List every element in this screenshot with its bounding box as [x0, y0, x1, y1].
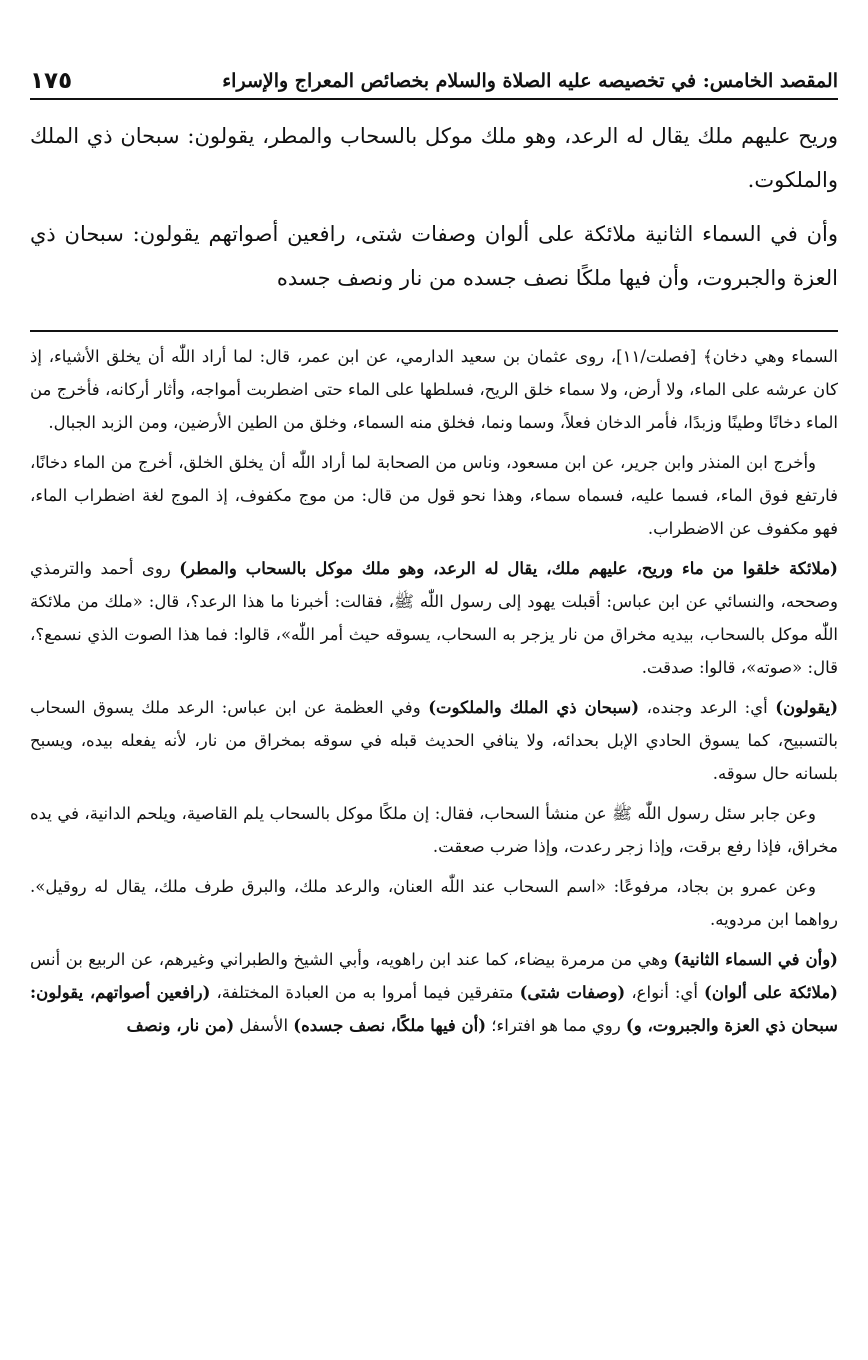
commentary-text: أي: الرعد وجنده،: [639, 698, 776, 717]
quoted-matn: (يقولون): [775, 698, 838, 717]
commentary: [30, 340, 838, 1049]
quoted-matn: (وأن في السماء الثانية): [673, 950, 838, 969]
main-paragraph: وأن في السماء الثانية ملائكة على ألوان وصفات شتى، رافعين أصواتهم يقولون: سبحان ذي العزة والجبروت، وأن فيها ملكًا نصف جسده من نار ونصف جسده: [30, 222, 838, 290]
quoted-matn: (من نار، ونصف: [126, 1016, 235, 1035]
commentary-paragraph: وعن عمرو بن بجاد، مرفوعًا: «اسم السحاب عند اللّٰه العنان، والرعد ملك، والبرق طرف ملك، يقال له روقيل». رواهما ابن مردويه.: [30, 877, 838, 929]
quoted-matn: (ملائكة على ألوان): [704, 983, 838, 1002]
quoted-matn: (رافعين أصواتهم، يقولون: سبحان ذي العزة والجبروت، و): [30, 983, 838, 1035]
quoted-matn: (أن فيها ملكًا، نصف جسده): [293, 1016, 487, 1035]
footnote-divider: [30, 330, 838, 332]
commentary-paragraph: وأخرج ابن المنذر وابن جرير، عن ابن مسعود، وناس من الصحابة لما أراد اللّٰه أن يخلق الخلق، أخرج من الماء دخانًا، فارتفع فوق الماء، فسما عليه، فسماه سماء، وهذا نحو قول من قال: من موج مكفوف، إذ الموج لغة اضطراب الماء، فهو مكفوف عن الاضطراب.: [30, 453, 838, 538]
quoted-matn: (سبحان ذي الملك والملكوت): [428, 698, 640, 717]
commentary-paragraph: [30, 552, 838, 684]
commentary-text: وهي من مرمرة بيضاء، كما عند ابن راهويه، وأبي الشيخ والطبراني وغيرهم، عن الربيع بن أنس: [30, 950, 674, 969]
page-header: [30, 58, 838, 100]
commentary-text: متفرقين فيما أمروا به من العبادة المختلفة،: [210, 983, 520, 1002]
commentary-text: روى أحمد والترمذي وصححه، والنسائي عن ابن عباس: أقبلت يهود إلى رسول اللّٰه ﷺ، فقالت: أخبرنا ما هذا الرعد؟، قال: «ملك من ملائكة اللّٰه موكل بالسحاب، بيديه مخراق من نار يزجر به السحاب، يسوقه حيث أمر اللّٰه»، قالوا: فما هذا الصوت الذي نسمع؟، قال: «صوته»، قالوا: صدقت.: [30, 559, 838, 677]
quoted-matn: (وصفات شتى): [519, 983, 626, 1002]
commentary-text: روي مما هو افتراء؛: [486, 1016, 626, 1035]
commentary-text: الأسفل: [234, 1016, 294, 1035]
running-title: المقصد الخامس: في تخصيصه عليه الصلاة والسلام بخصائص المعراج والإسراء: [222, 70, 838, 92]
main-text: [30, 114, 838, 310]
commentary-text: وفي العظمة عن ابن عباس: الرعد ملك يسوق السحاب بالتسبيح، كما يسوق الحادي الإبل بحدائه، ولا ينافي الحديث قبله في سوقه بمخراق من نار، لأنه يفعله بيده، ويسبح بلسانه حال سوقه.: [30, 698, 838, 783]
quoted-matn: (ملائكة خلقوا من ماء وريح، عليهم ملك، يقال له الرعد، وهو ملك موكل بالسحاب والمطر): [179, 559, 838, 578]
commentary-paragraph: السماء وهي دخان﴾ [فصلت/١١]، روى عثمان بن سعيد الدارمي، عن ابن عمر، قال: لما أراد اللّٰه أن يخلق الأشياء، إذ كان عرشه على الماء، ولا أرض، ولا سماء خلق الريح، فسلطها على الماء حتى اضطربت أمواجه، وأثار أركانه، فأخرج من الماء دخانًا وطينًا وزبدًا، فأمر الدخان فعلاً، وسما ونما، فخلق منه السماء، وخلق من الطين الأرضين، ومن الزبد الجبال.: [30, 347, 838, 432]
page-number: ١٧٥: [30, 68, 73, 94]
commentary-paragraph: وعن جابر سئل رسول اللّٰه ﷺ عن منشأ السحاب، فقال: إن ملكًا موكل بالسحاب يلم القاصية، ويلحم الدانية، في يده مخراق، فإذا رفع برقت، وإذا زجر رعدت، وإذا ضرب صعقت.: [30, 804, 838, 856]
commentary-paragraph: [30, 943, 838, 1042]
commentary-text: أي: أنواع،: [625, 983, 705, 1002]
commentary-paragraph: [30, 691, 838, 790]
main-paragraph: وريح عليهم ملك يقال له الرعد، وهو ملك موكل بالسحاب والمطر، يقولون: سبحان ذي الملك والملكوت.: [30, 124, 838, 192]
